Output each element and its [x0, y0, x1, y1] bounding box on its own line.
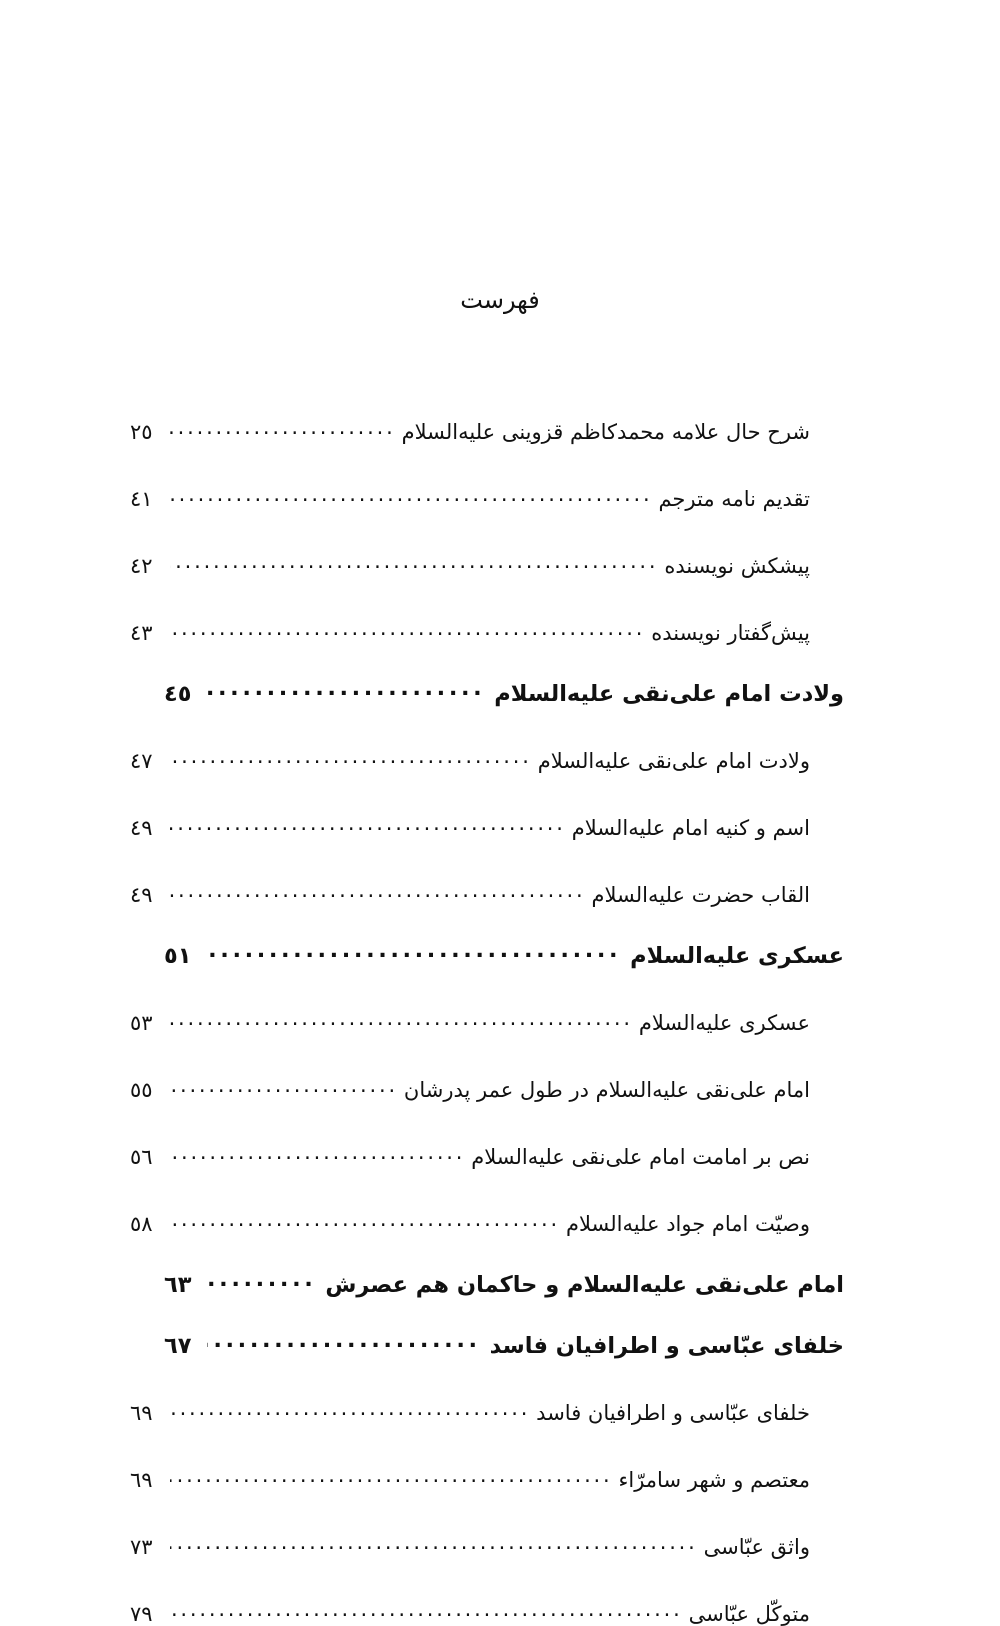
toc-page-number: ٦٩ — [130, 1468, 153, 1492]
toc-leader-dots — [170, 552, 658, 573]
toc-entry-label: خلفای عبّاسی و اطرافیان فاسد — [489, 1332, 844, 1359]
toc-entry-label: پیشکش نویسنده — [664, 554, 810, 578]
toc-entry-label: متوکّل عبّاسی — [688, 1602, 810, 1626]
toc-page-number: ٦٩ — [130, 1401, 153, 1425]
toc-leader-dots — [170, 1466, 613, 1487]
toc-page-number: ٤٣ — [130, 621, 153, 645]
row-spacer — [160, 967, 840, 1009]
toc-entry-label: خلفای عبّاسی و اطرافیان فاسد — [536, 1401, 810, 1425]
toc-entry[interactable] — [130, 814, 810, 839]
toc-page-number: ٢٥ — [130, 420, 153, 444]
row-spacer — [160, 1357, 840, 1399]
toc-entry-label: ولادت امام علی‌نقی علیه‌السلام — [537, 749, 810, 773]
section-spacer — [160, 1296, 840, 1330]
page-title: فهرست — [460, 286, 540, 314]
toc-entry-label: امام علی‌نقی علیه‌السلام و حاکمان هم عصرش — [325, 1271, 844, 1298]
section-spacer — [160, 906, 840, 940]
toc-entry-label: عسکری علیه‌السلام — [638, 1011, 810, 1035]
row-spacer — [160, 1424, 840, 1466]
toc-entry[interactable] — [130, 552, 810, 577]
toc-leader-dots — [170, 881, 585, 902]
toc-entry-label: وصیّت امام جواد علیه‌السلام — [565, 1212, 810, 1236]
row-spacer — [160, 1168, 840, 1210]
toc-entry[interactable] — [130, 1076, 810, 1101]
toc-entry-label: معتصم و شهر سامرّاء — [618, 1468, 810, 1492]
toc-page-number: ٦٣ — [164, 1271, 192, 1298]
toc-leader-dots — [170, 1143, 465, 1164]
toc-page-number: ٤١ — [130, 487, 153, 511]
toc-page-number: ٤٢ — [130, 554, 153, 578]
row-spacer — [160, 510, 840, 552]
toc-section-heading[interactable] — [164, 1269, 844, 1296]
toc-page-number: ٥٥ — [130, 1078, 153, 1102]
toc-entry[interactable] — [130, 418, 810, 443]
toc-leader-dots — [207, 1330, 481, 1353]
row-spacer — [160, 1491, 840, 1533]
toc-entry[interactable] — [130, 1210, 810, 1235]
section-spacer — [160, 1235, 840, 1269]
toc-entry-label: پیش‌گفتار نویسنده — [651, 621, 810, 645]
row-spacer — [160, 772, 840, 814]
toc-leader-dots — [170, 1600, 683, 1621]
row-spacer — [160, 1558, 840, 1600]
toc-entry-label: شرح حال علامه محمدکاظم قزوینی علیه‌السلام — [401, 420, 810, 444]
toc-section-heading[interactable] — [164, 1330, 844, 1357]
toc-entry[interactable] — [130, 1009, 810, 1034]
toc-leader-dots — [170, 1210, 560, 1231]
toc-entry[interactable] — [130, 1143, 810, 1168]
toc-page-number: ٤٩ — [130, 816, 153, 840]
toc-page-number: ٤٩ — [130, 883, 153, 907]
toc-page-number: ٥٦ — [130, 1145, 153, 1169]
toc-section-heading[interactable] — [164, 940, 844, 967]
toc-leader-dots — [170, 1399, 530, 1420]
toc-leader-dots — [170, 485, 652, 506]
row-spacer — [160, 577, 840, 619]
table-of-contents-list — [130, 418, 844, 1626]
section-spacer — [160, 644, 840, 678]
toc-leader-dots — [170, 1533, 698, 1554]
toc-leader-dots — [170, 747, 532, 768]
toc-page-number: ٦٧ — [164, 1332, 192, 1359]
toc-entry-label: القاب حضرت علیه‌السلام — [591, 883, 810, 907]
toc-leader-dots — [207, 1269, 316, 1292]
toc-leader-dots — [207, 940, 621, 963]
toc-entry-label: نص بر امامت امام علی‌نقی علیه‌السلام — [471, 1145, 810, 1169]
toc-entry[interactable] — [130, 747, 810, 772]
toc-leader-dots — [170, 619, 645, 640]
row-spacer — [160, 839, 840, 881]
toc-entry[interactable] — [130, 485, 810, 510]
toc-section-heading[interactable] — [164, 678, 844, 705]
toc-entry-label: اسم و کنیه امام علیه‌السلام — [571, 816, 810, 840]
toc-page-number: ٥٨ — [130, 1212, 153, 1236]
toc-page-number: ٥١ — [164, 942, 192, 969]
toc-leader-dots — [170, 1076, 398, 1097]
toc-entry-label: عسکری علیه‌السلام — [630, 942, 844, 969]
row-spacer — [160, 1034, 840, 1076]
toc-entry-label: واثق عبّاسی — [703, 1535, 810, 1559]
toc-entry[interactable] — [130, 1533, 810, 1558]
toc-leader-dots — [170, 418, 396, 439]
toc-entry-label: تقدیم نامه مترجم — [658, 487, 810, 511]
row-spacer — [160, 1101, 840, 1143]
toc-entry-label: ولادت امام علی‌نقی علیه‌السلام — [494, 680, 844, 707]
toc-page-number: ٧٣ — [130, 1535, 153, 1559]
toc-page-number: ٥٣ — [130, 1011, 153, 1035]
toc-page-number: ٤٧ — [130, 749, 153, 773]
toc-page-number: ٧٩ — [130, 1602, 153, 1626]
row-spacer — [160, 705, 840, 747]
toc-leader-dots — [170, 1009, 633, 1030]
toc-entry[interactable] — [130, 619, 810, 644]
row-spacer — [160, 443, 840, 485]
toc-page-number: ٤٥ — [164, 680, 192, 707]
toc-leader-dots — [170, 814, 566, 835]
toc-entry[interactable] — [130, 881, 810, 906]
toc-leader-dots — [207, 678, 485, 701]
toc-entry-label: امام علی‌نقی علیه‌السلام در طول عمر پدرشان — [403, 1078, 810, 1102]
toc-entry[interactable] — [130, 1600, 810, 1625]
toc-entry[interactable] — [130, 1466, 810, 1491]
